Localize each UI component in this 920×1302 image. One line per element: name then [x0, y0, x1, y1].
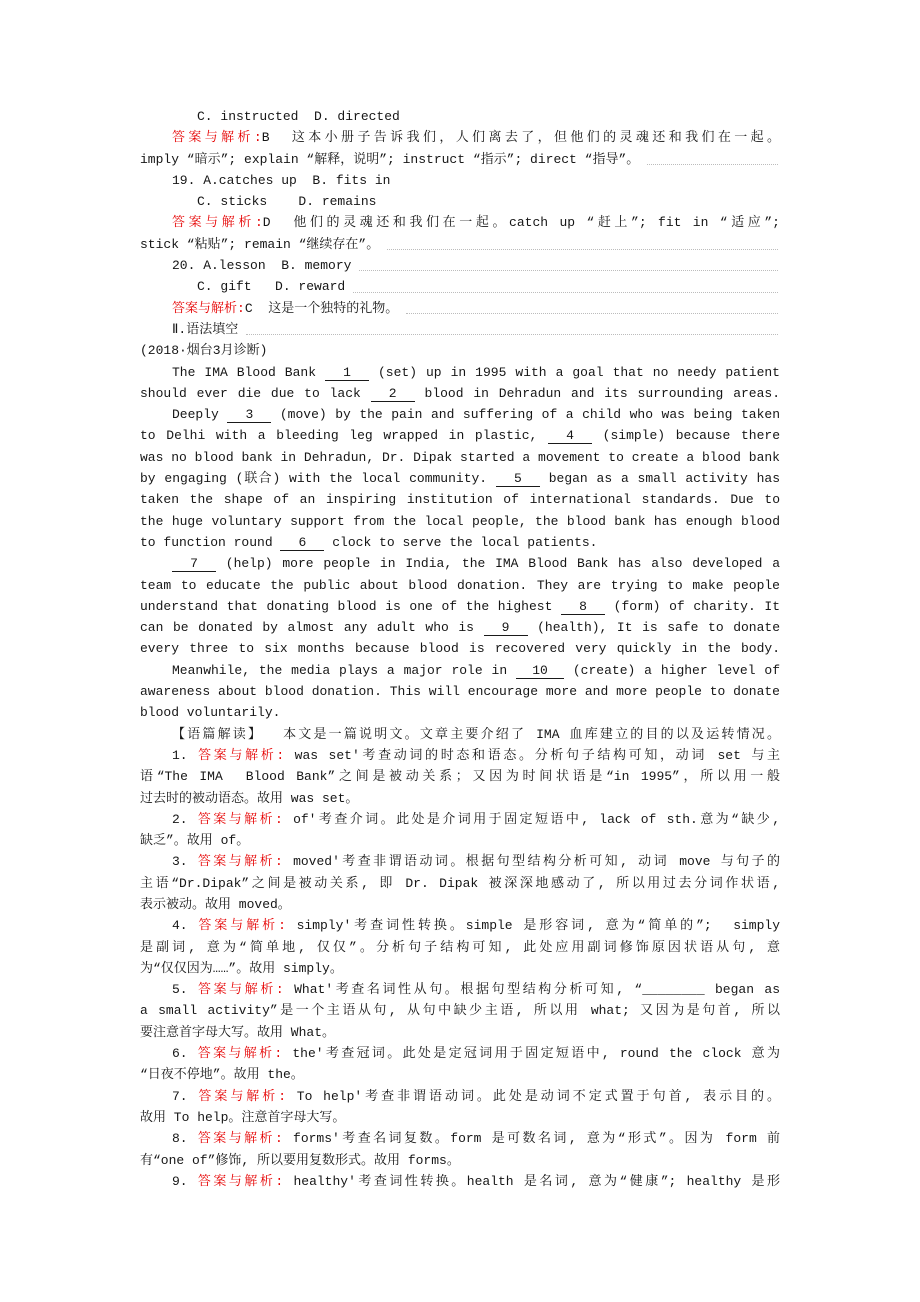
doc-line — [140, 1086, 780, 1107]
doc-line — [140, 894, 780, 915]
doc-line — [140, 830, 780, 851]
fill-in-blank-number: 8 — [561, 599, 605, 615]
text-run: to Delhi with a bleeding leg wrapped in plastic, — [140, 428, 548, 444]
fill-in-blank-number: 10 — [516, 663, 564, 679]
fill-in-blank-number: 4 — [548, 428, 592, 444]
doc-line — [140, 915, 780, 936]
text-run: 要注意首字母大写。故用 What。 — [140, 1024, 336, 1040]
doc-line-text — [172, 982, 780, 997]
doc-line — [140, 979, 780, 1000]
doc-line-text — [140, 492, 780, 507]
answer-analysis-label: 答案与解析: — [172, 215, 263, 231]
doc-line-text — [140, 450, 780, 465]
answer-analysis-label: 答案与解析: — [197, 1173, 284, 1189]
text-run: 2. — [172, 811, 198, 827]
doc-line-text — [172, 663, 780, 678]
text-run: Meanwhile, the media plays a major role in — [172, 662, 517, 678]
doc-line — [140, 958, 780, 979]
text-run: C 这是一个独特的礼物。 — [244, 300, 399, 316]
doc-line-text — [140, 641, 780, 656]
text-run: forms'考查名词复数。form 是可数名词, 意为“形式”。因为 form 前 — [282, 1131, 780, 1147]
doc-line-text — [140, 386, 780, 401]
doc-line-text — [172, 215, 780, 230]
doc-line-text — [140, 705, 280, 720]
doc-line — [140, 212, 780, 233]
doc-line — [140, 127, 780, 148]
doc-line-text — [140, 343, 267, 358]
doc-line — [140, 170, 780, 191]
doc-line-text — [140, 535, 597, 550]
text-run: 1. — [172, 747, 199, 763]
text-run: clock to serve the local patients. — [324, 534, 598, 550]
text-run: should ever die due to lack — [140, 385, 371, 401]
doc-line — [140, 468, 780, 489]
doc-line — [140, 362, 780, 383]
doc-line — [140, 234, 780, 255]
text-run: healthy'考查词性转换。health 是名词, 意为“健康”; healthy 是形 — [283, 1173, 781, 1189]
doc-line-text — [172, 298, 398, 319]
text-run: The IMA Blood Bank — [172, 364, 325, 380]
doc-line — [140, 788, 780, 809]
text-run: (move) by the pain and suffering of a child who was being taken — [271, 407, 781, 423]
doc-line-text — [172, 319, 238, 340]
fill-in-blank-number: 6 — [280, 535, 324, 551]
doc-line — [140, 276, 780, 297]
doc-line — [140, 149, 780, 170]
fill-in-blank-number: 3 — [227, 407, 271, 423]
doc-line-text — [172, 727, 780, 742]
doc-line-text — [140, 1153, 460, 1168]
answer-analysis-label: 答案与解析: — [172, 130, 262, 146]
doc-line — [140, 660, 780, 681]
doc-line — [140, 553, 780, 574]
doc-line-text — [140, 769, 780, 784]
text-run: To help'考查非谓语动词。此处是动词不定式置于句首, 表示目的。 — [286, 1088, 780, 1104]
doc-line-text — [140, 1025, 335, 1040]
text-run: of'考查介词。此处是介词用于固定短语中, lack of sth.意为“缺少, — [282, 811, 781, 827]
doc-line — [140, 447, 780, 468]
doc-line-text — [140, 940, 780, 955]
doc-line-text — [140, 684, 780, 699]
text-run: 为“仅仅因为……”。故用 simply。 — [140, 960, 343, 976]
doc-line — [140, 617, 780, 638]
text-run: awareness about blood donation. This will encourage more and more people to donate — [140, 684, 780, 700]
doc-line — [140, 809, 780, 830]
document-body — [140, 106, 780, 1192]
answer-analysis-label: 答案与解析: — [198, 982, 284, 998]
doc-line-text — [172, 255, 351, 276]
text-run: 8. — [172, 1131, 198, 1147]
doc-line-text — [172, 1131, 780, 1146]
doc-line — [140, 1064, 780, 1085]
doc-line — [140, 489, 780, 510]
text-run: 3. — [172, 854, 198, 870]
fill-in-blank-number: 2 — [371, 386, 415, 402]
doc-line-text — [140, 1110, 345, 1125]
doc-line — [140, 596, 780, 617]
text-run: blood voluntarily. — [140, 705, 281, 721]
doc-line-text — [140, 578, 780, 593]
text-run: the'考查冠词。此处是定冠词用于固定短语中, round the clock 意为 — [282, 1046, 781, 1062]
doc-line-text — [140, 620, 780, 635]
text-run: What'考查名词性从句。根据句型结构分析可知, “________ began as — [283, 982, 781, 998]
doc-line — [140, 702, 780, 723]
doc-line — [140, 873, 780, 894]
doc-line — [140, 724, 780, 745]
text-run: (form) of charity. It — [605, 598, 780, 614]
doc-line — [140, 1000, 780, 1021]
text-run: team to educate the public about blood donation. They are trying to make people — [140, 577, 780, 593]
doc-line — [140, 851, 780, 872]
text-run: the huge voluntary support from the local people, the blood bank has enough blood — [140, 513, 780, 529]
text-run: C. gift D. reward — [197, 279, 346, 295]
text-run: was no blood bank in Dehradun, Dr. Dipak started a movement to create a blood bank — [140, 449, 780, 465]
doc-line — [140, 1107, 780, 1128]
answer-analysis-label: 答案与解析: — [198, 1088, 287, 1104]
doc-line-text — [140, 897, 291, 912]
doc-line — [140, 532, 780, 553]
doc-line-text — [197, 276, 345, 297]
doc-line — [140, 937, 780, 958]
doc-line — [140, 1043, 780, 1064]
text-run: “日夜不停地”。故用 the。 — [140, 1067, 304, 1083]
doc-line-text — [172, 1089, 780, 1104]
doc-line-text — [172, 748, 780, 763]
doc-line-text — [140, 1003, 780, 1018]
doc-line-text — [140, 1067, 304, 1082]
answer-analysis-label: 答案与解析: — [197, 1131, 283, 1147]
doc-line-text — [172, 854, 780, 869]
text-run: began as a small activity has — [539, 471, 780, 487]
fill-in-blank-number: 9 — [484, 620, 528, 636]
doc-line-text — [140, 234, 379, 255]
answer-analysis-label: 答案与解析: — [172, 300, 245, 316]
doc-line-text — [140, 428, 780, 443]
doc-line — [140, 425, 780, 446]
doc-line — [140, 745, 780, 766]
text-run: 主语“Dr.Dipak”之间是被动关系, 即 Dr. Dipak 被深深地感动了, 所以用过去分词作状语, — [140, 875, 780, 891]
text-run: 【语篇解读】 本文是一篇说明文。文章主要介绍了 IMA 血库建立的目的以及运转情况。 — [172, 726, 780, 742]
text-run: was set'考查动词的时态和语态。分析句子结构可知，动词 set 与主 — [284, 747, 781, 763]
text-run: moved'考查非谓语动词。根据句型结构分析可知, 动词 move 与句子的 — [282, 854, 780, 870]
doc-line-text — [140, 149, 639, 170]
fill-in-blank-number: 5 — [496, 471, 540, 487]
text-run: to function round — [140, 534, 281, 550]
doc-line — [140, 255, 780, 276]
text-run: C. sticks D. remains — [197, 194, 377, 210]
text-run: a small activity”是一个主语从句, 从句中缺少主语, 所以用 what; 又因为是句首, 所以 — [140, 1003, 780, 1019]
doc-line-text — [140, 791, 358, 806]
text-run: 语“The IMA Blood Bank”之间是被动关系；又因为时间状语是“in 1995”，所以用一般 — [140, 769, 780, 785]
doc-line-text — [140, 514, 780, 529]
doc-line-text — [140, 833, 249, 848]
text-run: can be donated by almost any adult who is — [140, 620, 484, 636]
doc-line — [140, 1150, 780, 1171]
doc-line-text — [172, 1046, 780, 1061]
text-run: C. instructed D. directed — [197, 109, 400, 124]
text-run: blood in Dehradun and its surrounding areas. — [414, 385, 780, 401]
answer-analysis-label: 答案与解析: — [197, 811, 283, 827]
doc-line — [140, 575, 780, 596]
text-run: 过去时的被动语态。故用 was set。 — [140, 790, 359, 806]
doc-line-text — [172, 1174, 780, 1189]
text-run: every three to six months because blood is recovered very quickly in the body. — [140, 641, 780, 657]
doc-line-text — [172, 812, 780, 827]
text-run: simply'考查词性转换。simple 是形容词, 意为“简单的”; simply — [285, 918, 781, 934]
doc-line — [140, 511, 780, 532]
doc-line — [140, 191, 780, 212]
text-run: stick “粘贴”; remain “继续存在”。 — [140, 236, 380, 252]
doc-line — [140, 106, 780, 127]
text-run: 4. — [172, 918, 199, 934]
text-run: D 他们的灵魂还和我们在一起。catch up “赶上”; fit in “适应”; — [262, 215, 780, 231]
text-run: taken the shape of an inspiring institution of international standards. Due to — [140, 492, 780, 508]
text-run: 故用 To help。注意首字母大写。 — [140, 1109, 346, 1125]
doc-line — [140, 1022, 780, 1043]
text-run: 缺乏”。故用 of。 — [140, 833, 250, 849]
text-run: 是副词, 意为“简单地, 仅仅”。分析句子结构可知, 此处应用副词修饰原因状语从句, 意 — [140, 939, 780, 955]
text-run: 7. — [172, 1088, 199, 1104]
doc-line — [140, 319, 780, 340]
doc-line-text — [172, 365, 780, 380]
doc-line — [140, 298, 780, 319]
text-run: by engaging (联合) with the local community. — [140, 471, 496, 487]
doc-line-text — [140, 876, 780, 891]
text-run: understand that donating blood is one of the highest — [140, 598, 562, 614]
answer-analysis-label: 答案与解析: — [198, 747, 285, 763]
text-run: imply “暗示”; explain “解释，说明”; instruct “指示”; direct “指导”。 — [140, 151, 640, 167]
answer-analysis-label: 答案与解析: — [197, 854, 283, 870]
text-run: (help) more people in India, the IMA Blood Bank has also developed a — [216, 556, 780, 572]
text-run: (2018·烟台3月诊断) — [140, 343, 268, 359]
doc-line-text — [197, 194, 376, 209]
doc-line — [140, 1171, 780, 1192]
doc-line — [140, 766, 780, 787]
answer-analysis-label: 答案与解析: — [198, 918, 286, 934]
answer-analysis-label: 答案与解析: — [197, 1046, 283, 1062]
text-run: (set) up in 1995 with a goal that no needy patient — [369, 364, 780, 380]
text-run: (health), It is safe to donate — [527, 620, 781, 636]
text-run: Deeply — [172, 407, 228, 423]
text-run: 9. — [172, 1173, 198, 1189]
fill-in-blank-number: 7 — [172, 556, 216, 572]
doc-line — [140, 383, 780, 404]
doc-line — [140, 1128, 780, 1149]
doc-line-text — [172, 173, 390, 188]
doc-line — [140, 340, 780, 361]
text-run: (create) a higher level of — [564, 662, 780, 678]
text-run: B 这本小册子告诉我们，人们离去了，但他们的灵魂还和我们在一起。 — [261, 130, 780, 146]
text-run: 有“one of”修饰, 所以要用复数形式。故用 forms。 — [140, 1152, 460, 1168]
doc-line — [140, 638, 780, 659]
doc-line-text — [172, 918, 780, 933]
text-run: Ⅱ.语法填空 — [172, 321, 239, 337]
text-run: 19. A.catches up B. fits in — [172, 172, 391, 188]
doc-line-text — [140, 471, 780, 486]
text-run: 20. A.lesson B. memory — [172, 258, 352, 274]
text-run: 6. — [172, 1046, 198, 1062]
text-run: 表示被动。故用 moved。 — [140, 896, 291, 912]
doc-line — [140, 681, 780, 702]
doc-line-text — [172, 130, 780, 145]
text-run: (simple) because there — [592, 428, 781, 444]
doc-line-text — [197, 109, 400, 124]
fill-in-blank-number: 1 — [325, 365, 369, 381]
doc-line-text — [140, 599, 780, 614]
doc-line-text — [172, 407, 780, 422]
doc-line-text — [172, 556, 780, 571]
text-run: 5. — [172, 982, 198, 998]
doc-line — [140, 404, 780, 425]
doc-line-text — [140, 961, 343, 976]
